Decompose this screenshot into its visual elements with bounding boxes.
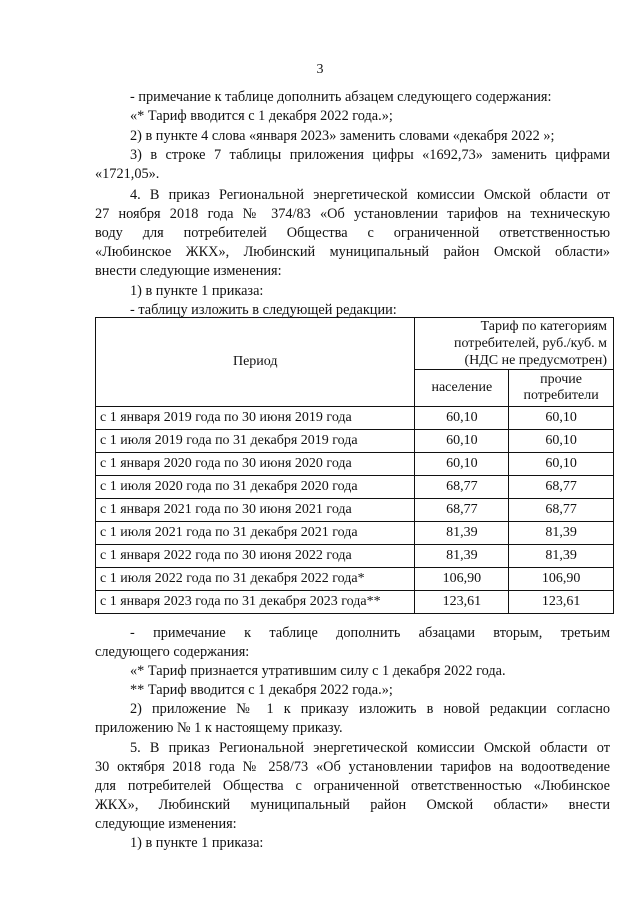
cell-other: 68,77	[509, 499, 614, 522]
cell-population: 60,10	[415, 407, 509, 430]
paragraph-tariff-quote: «* Тариф вводится с 1 декабря 2022 года.»;	[130, 108, 393, 124]
cell-population: 68,77	[415, 476, 509, 499]
cell-other: 81,39	[509, 522, 614, 545]
table-row	[96, 430, 614, 453]
cell-other: 60,10	[509, 453, 614, 476]
cell-population: 68,77	[415, 499, 509, 522]
note-star1: «* Тариф признается утратившим силу с 1 декабря 2022 года.	[130, 663, 506, 679]
table-row	[96, 476, 614, 499]
paragraph-point-3-line2: «1721,05».	[95, 166, 160, 182]
table-row	[96, 568, 614, 591]
item-5-sub1: 1) в пункте 1 приказа:	[130, 835, 264, 851]
cell-population: 60,10	[415, 453, 509, 476]
header-tariff-line1: Тариф по категориям	[480, 319, 607, 334]
item-4-line2: 27 ноября 2018 года № 374/83 «Об установлении тарифов на техническую	[95, 206, 610, 222]
cell-other: 81,39	[509, 545, 614, 568]
item-5-line2: 30 октября 2018 года № 258/73 «Об установлении тарифов на водоотведение	[95, 759, 610, 775]
note-line2: следующего содержания:	[95, 644, 250, 660]
table-row	[96, 545, 614, 568]
item-5-line4: ЖКХ», Любинский муниципальный район Омской области» внести	[95, 797, 610, 813]
item-4-sub1: 1) в пункте 1 приказа:	[130, 283, 264, 299]
item-4-line5: внести следующие изменения:	[95, 263, 282, 279]
cell-period: с 1 января 2023 года по 31 декабря 2023 года**	[96, 591, 415, 614]
cell-population: 81,39	[415, 522, 509, 545]
item-5-line5: следующие изменения:	[95, 816, 237, 832]
table-row	[96, 522, 614, 545]
header-tariff-line3: (НДС не предусмотрен)	[464, 353, 607, 368]
cell-period: с 1 января 2020 года по 30 июня 2020 года	[96, 453, 415, 476]
header-other	[509, 370, 614, 407]
item-4-line3: воду для потребителей Общества с ограниченной ответственностью	[95, 225, 610, 241]
paragraph-note-addition: - примечание к таблице дополнить абзацем следующего содержания:	[130, 89, 552, 105]
cell-other: 123,61	[509, 591, 614, 614]
cell-period: с 1 января 2019 года по 30 июня 2019 года	[96, 407, 415, 430]
cell-period: с 1 июля 2021 года по 31 декабря 2021 года	[96, 522, 415, 545]
annex-line1: 2) приложение № 1 к приказу изложить в новой редакции согласно	[130, 701, 610, 717]
cell-population: 60,10	[415, 430, 509, 453]
note-star2: ** Тариф вводится с 1 декабря 2022 года.»;	[130, 682, 393, 698]
note-line1: - примечание к таблице дополнить абзацами вторым, третьим	[130, 625, 610, 641]
header-other-line2: потребители	[523, 388, 599, 403]
table-row	[96, 499, 614, 522]
cell-population: 123,61	[415, 591, 509, 614]
cell-period: с 1 июля 2020 года по 31 декабря 2020 года	[96, 476, 415, 499]
item-4-sub2: - таблицу изложить в следующей редакции:	[130, 302, 397, 318]
cell-other: 60,10	[509, 407, 614, 430]
cell-population: 81,39	[415, 545, 509, 568]
item-5-line3: для потребителей Общества с ограниченной ответственностью «Любинское	[95, 778, 610, 794]
paragraph-point-2: 2) в пункте 4 слова «января 2023» заменить словами «декабря 2022 »;	[130, 128, 555, 144]
page-number: 3	[316, 62, 324, 77]
cell-other: 68,77	[509, 476, 614, 499]
header-tariff-line2: потребителей, руб./куб. м	[454, 336, 607, 351]
item-4-line1: 4. В приказ Региональной энергетической комиссии Омской области от	[130, 187, 610, 203]
header-period: Период	[96, 318, 415, 407]
tariff-table	[95, 317, 614, 614]
table-row	[96, 453, 614, 476]
cell-other: 60,10	[509, 430, 614, 453]
cell-other: 106,90	[509, 568, 614, 591]
cell-period: с 1 июля 2019 года по 31 декабря 2019 года	[96, 430, 415, 453]
item-5-line1: 5. В приказ Региональной энергетической комиссии Омской области от	[130, 740, 610, 756]
item-4-line4: «Любинское ЖКХ», Любинский муниципальный район Омской области»	[95, 244, 610, 260]
cell-period: с 1 января 2022 года по 30 июня 2022 года	[96, 545, 415, 568]
table-row	[96, 407, 614, 430]
cell-population: 106,90	[415, 568, 509, 591]
table-row	[96, 591, 614, 614]
header-other-line1: прочие	[540, 372, 583, 387]
cell-period: с 1 июля 2022 года по 31 декабря 2022 года*	[96, 568, 415, 591]
header-tariff	[415, 318, 614, 370]
annex-line2: приложению № 1 к настоящему приказу.	[95, 720, 343, 736]
paragraph-point-3-line1: 3) в строке 7 таблицы приложения цифры «1692,73» заменить цифрами	[130, 147, 610, 163]
header-population: население	[415, 370, 509, 407]
cell-period: с 1 января 2021 года по 30 июня 2021 года	[96, 499, 415, 522]
